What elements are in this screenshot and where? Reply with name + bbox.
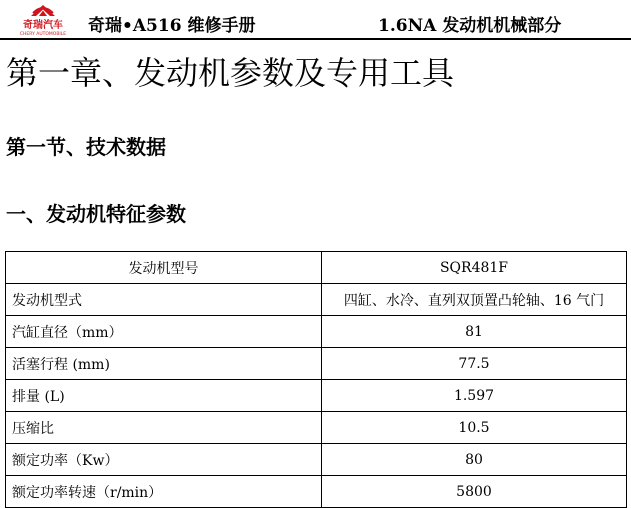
table-row: [6, 412, 627, 444]
spec-value: SQR481F: [322, 252, 627, 284]
spec-value: 77.5: [322, 348, 627, 380]
table-row: [6, 476, 627, 508]
chery-logo: [8, 3, 78, 37]
subsection-title: 一、发动机特征参数: [6, 202, 186, 226]
spec-value: 10.5: [322, 412, 627, 444]
table-row: [6, 284, 627, 316]
spec-value: 5800: [322, 476, 627, 508]
table-row: [6, 444, 627, 476]
table-row: [6, 316, 627, 348]
page-header: [0, 0, 631, 40]
spec-label: 额定功率转速（r/min）: [6, 476, 322, 508]
logo-text: 奇瑞汽车: [23, 20, 63, 31]
header-rule: [0, 38, 631, 40]
table-row: [6, 348, 627, 380]
table-row: [6, 380, 627, 412]
spec-label: 发动机型式: [6, 284, 322, 316]
spec-label: 发动机型号: [6, 252, 322, 284]
spec-value: 80: [322, 444, 627, 476]
spec-label: 压缩比: [6, 412, 322, 444]
spec-label: 活塞行程 (mm): [6, 348, 322, 380]
spec-label: 排量 (L): [6, 380, 322, 412]
spec-value: 81: [322, 316, 627, 348]
spec-value: 1.597: [322, 380, 627, 412]
spec-label: 额定功率（Kw）: [6, 444, 322, 476]
table-row: [6, 252, 627, 284]
manual-section: 1.6NA 发动机机械部分: [378, 16, 562, 36]
logo-subtext: CHERY AUTOMOBILE: [19, 32, 67, 37]
manual-title: 奇瑞•A516 维修手册: [88, 16, 256, 36]
chapter-title: 第一章、发动机参数及专用工具: [6, 54, 455, 92]
engine-spec-table: [5, 251, 627, 508]
section-title: 第一节、技术数据: [6, 135, 166, 159]
spec-label: 汽缸直径（mm）: [6, 316, 322, 348]
spec-value: 四缸、水冷、直列双顶置凸轮轴、16 气门: [322, 284, 627, 316]
